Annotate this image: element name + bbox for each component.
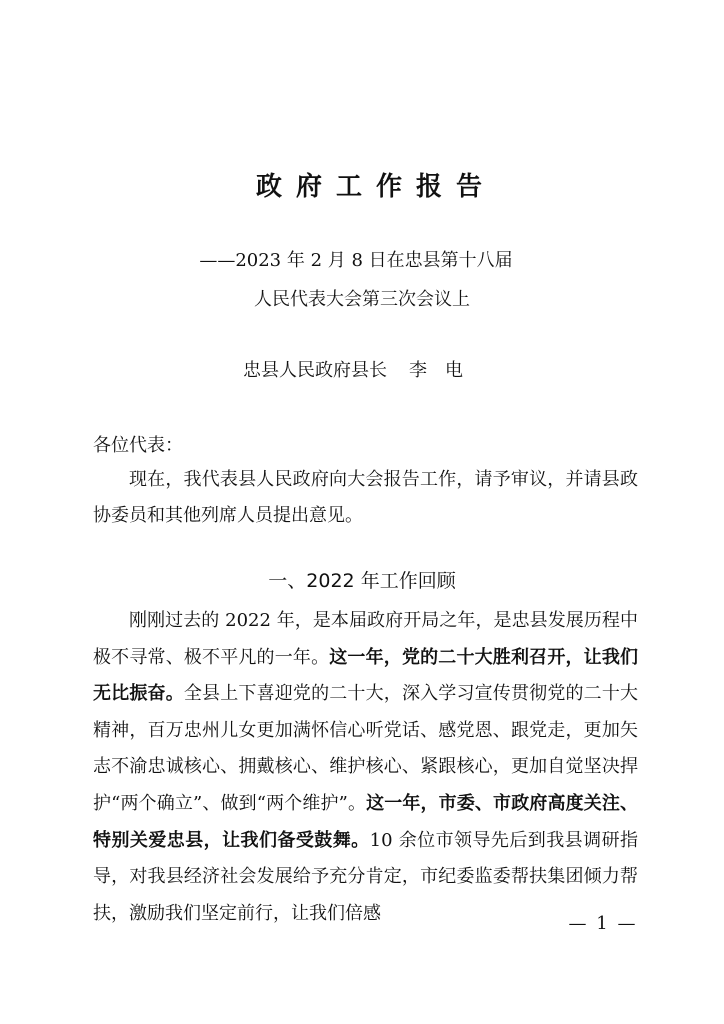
section-heading: 一、2022 年工作回顾 [268,570,456,592]
review-text-3: 10 余位市领导先后到我县调研指导，对我县经济社会发展给予充分肯定，市纪委监委帮扶集团倾力帮扶，激励我们坚定前行，让我们倍感 [93,829,639,924]
subtitle-line-2: 人民代表大会第三次会议上 [254,289,470,310]
review-highlight-2: 这一年，市委、市政府高度关注、特别关爱忠县，让我们备受鼓舞。 [93,792,638,851]
page-title: 政府工作报告 [255,172,496,202]
page-number: — 1 — [568,913,638,934]
author-name: 李电 [409,360,481,381]
author-line [0,356,724,382]
author-role: 忠县人民政府县长 [243,360,387,381]
review-paragraph [93,603,638,932]
intro-paragraph: 现在，我代表县人民政府向大会报告工作，请予审议，并请县政协委员和其他列席人员提出意见。 [93,469,638,526]
review-highlight-1: 这一年，党的二十大胜利召开，让我们无比振奋。 [93,646,639,705]
salutation: 各位代表： [93,435,183,456]
review-text-1: 刚刚过去的 2022 年，是本届政府开局之年，是忠县发展历程中极不寻常、极不平凡的一年。 [93,610,638,668]
subtitle-line-1: ——2023 年 2 月 8 日在忠县第十八届 [199,250,513,271]
review-text-2: 全县上下喜迎党的二十大，深入学习宣传贯彻党的二十大精神，百万忠州儿女更加满怀信心听党话、感党恩、跟党走，更加矢志不渝忠诚核心、拥戴核心、维护核心、紧跟核心，更加自觉坚决捍护“两个确立”、做到“两个维护”。 [93,683,639,814]
